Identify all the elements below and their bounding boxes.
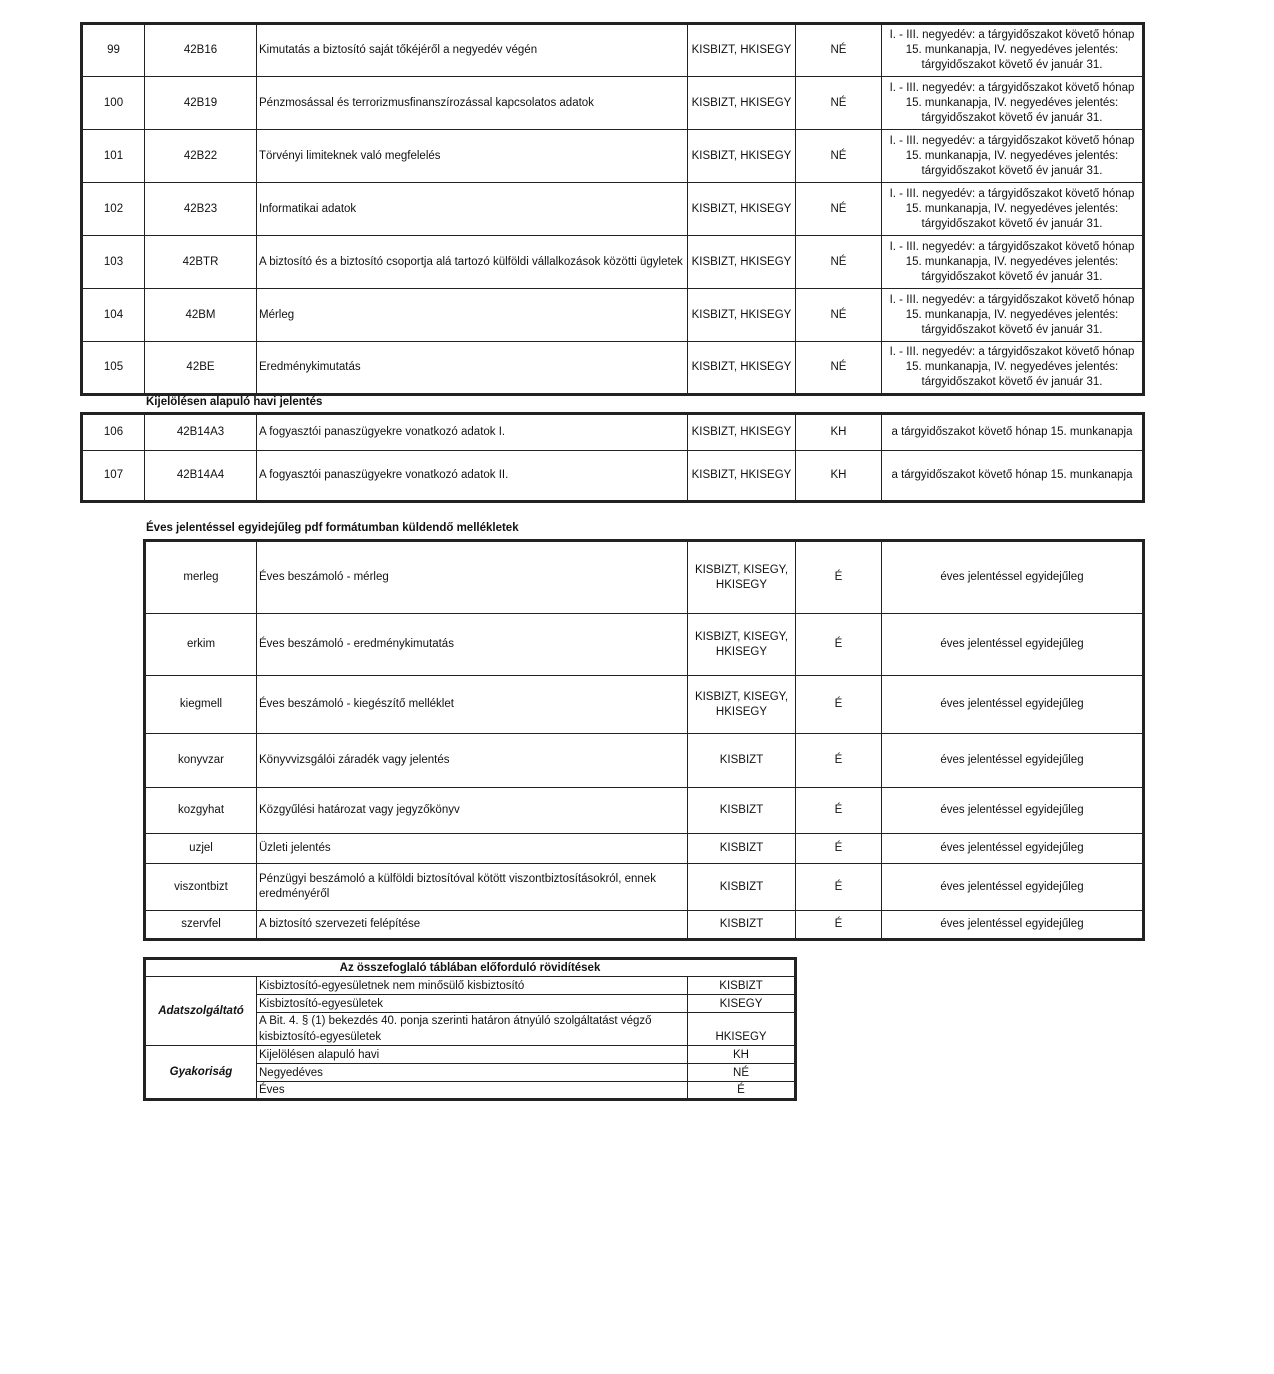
data-provider: KISBIZT, HKISEGY	[688, 289, 796, 342]
report-code: 42BE	[145, 342, 257, 395]
data-provider: KISBIZT	[688, 834, 796, 864]
quarterly-reports-table	[80, 22, 1145, 396]
table-row	[145, 977, 796, 995]
report-code: 42B23	[145, 183, 257, 236]
report-description: A fogyasztói panaszügyekre vonatkozó adatok II.	[257, 451, 688, 502]
provider-group-label: Adatszolgáltató	[145, 977, 257, 1046]
frequency: É	[796, 788, 882, 834]
data-provider: KISBIZT	[688, 734, 796, 788]
abbreviation-code: HKISEGY	[688, 1013, 796, 1046]
frequency: NÉ	[796, 77, 882, 130]
frequency-group-label: Gyakoriság	[145, 1046, 257, 1100]
attachment-code: kozgyhat	[145, 788, 257, 834]
deadline: I. - III. negyedév: a tárgyidőszakot követő hónap 15. munkanapja, IV. negyedéves jelentés: tárgyidőszakot követő év január 31.	[882, 130, 1144, 183]
data-provider: KISBIZT, HKISEGY	[688, 342, 796, 395]
table-row	[145, 1046, 796, 1064]
data-provider: KISBIZT, HKISEGY	[688, 77, 796, 130]
table-row	[145, 864, 1144, 911]
table-row	[82, 130, 1144, 183]
frequency: KH	[796, 451, 882, 502]
annual-section-title: Éves jelentéssel egyidejűleg pdf formátumban küldendő mellékletek	[146, 522, 519, 534]
table-row	[82, 342, 1144, 395]
data-provider: KISBIZT, KISEGY, HKISEGY	[688, 541, 796, 614]
deadline: éves jelentéssel egyidejűleg	[882, 614, 1144, 676]
table-row	[82, 77, 1144, 130]
attachment-code: szervfel	[145, 911, 257, 940]
row-number: 104	[82, 289, 145, 342]
deadline: I. - III. negyedév: a tárgyidőszakot követő hónap 15. munkanapja, IV. negyedéves jelentés: tárgyidőszakot követő év január 31.	[882, 289, 1144, 342]
attachment-code: erkim	[145, 614, 257, 676]
deadline: I. - III. negyedév: a tárgyidőszakot követő hónap 15. munkanapja, IV. negyedéves jelentés: tárgyidőszakot követő év január 31.	[882, 24, 1144, 77]
table-row	[82, 183, 1144, 236]
annual-attachments-table	[143, 539, 1145, 941]
abbreviation-code: KISBIZT	[688, 977, 796, 995]
data-provider: KISBIZT, HKISEGY	[688, 236, 796, 289]
abbreviations-title: Az összefoglaló táblában előforduló rövidítések	[145, 959, 796, 977]
table-row	[145, 541, 1144, 614]
deadline: éves jelentéssel egyidejűleg	[882, 834, 1144, 864]
row-number: 103	[82, 236, 145, 289]
data-provider: KISBIZT, HKISEGY	[688, 414, 796, 451]
row-number: 101	[82, 130, 145, 183]
data-provider: KISBIZT, KISEGY, HKISEGY	[688, 676, 796, 734]
attachment-description: Éves beszámoló - eredménykimutatás	[257, 614, 688, 676]
report-description: Informatikai adatok	[257, 183, 688, 236]
abbreviation-meaning: Kisbiztosító-egyesületnek nem minősülő kisbiztosító	[257, 977, 688, 995]
frequency: NÉ	[796, 289, 882, 342]
table-row	[145, 834, 1144, 864]
data-provider: KISBIZT	[688, 911, 796, 940]
report-code: 42BM	[145, 289, 257, 342]
deadline: I. - III. negyedév: a tárgyidőszakot követő hónap 15. munkanapja, IV. negyedéves jelentés: tárgyidőszakot követő év január 31.	[882, 342, 1144, 395]
report-description: A fogyasztói panaszügyekre vonatkozó adatok I.	[257, 414, 688, 451]
deadline: a tárgyidőszakot követő hónap 15. munkanapja	[882, 451, 1144, 502]
abbreviation-code: KISEGY	[688, 995, 796, 1013]
attachment-description: Éves beszámoló - kiegészítő melléklet	[257, 676, 688, 734]
report-code: 42B14A3	[145, 414, 257, 451]
deadline: a tárgyidőszakot követő hónap 15. munkanapja	[882, 414, 1144, 451]
table-row	[82, 236, 1144, 289]
deadline: éves jelentéssel egyidejűleg	[882, 911, 1144, 940]
abbreviation-meaning: Éves	[257, 1082, 688, 1100]
attachment-description: Üzleti jelentés	[257, 834, 688, 864]
frequency: É	[796, 734, 882, 788]
report-code: 42B19	[145, 77, 257, 130]
frequency: NÉ	[796, 236, 882, 289]
row-number: 99	[82, 24, 145, 77]
attachment-description: Éves beszámoló - mérleg	[257, 541, 688, 614]
deadline: éves jelentéssel egyidejűleg	[882, 676, 1144, 734]
table-row	[145, 614, 1144, 676]
row-number: 102	[82, 183, 145, 236]
table-row	[82, 414, 1144, 451]
abbreviation-meaning: Negyedéves	[257, 1064, 688, 1082]
report-description: Törvényi limiteknek való megfelelés	[257, 130, 688, 183]
deadline: éves jelentéssel egyidejűleg	[882, 864, 1144, 911]
abbreviation-meaning: A Bit. 4. § (1) bekezdés 40. ponja szerinti határon átnyúló szolgáltatást végző kisbiztosító-egyesületek	[257, 1013, 688, 1046]
attachment-description: Közgyűlési határozat vagy jegyzőkönyv	[257, 788, 688, 834]
frequency: NÉ	[796, 130, 882, 183]
abbreviation-meaning: Kisbiztosító-egyesületek	[257, 995, 688, 1013]
table-row	[145, 911, 1144, 940]
attachment-description: A biztosító szervezeti felépítése	[257, 911, 688, 940]
abbreviation-code: NÉ	[688, 1064, 796, 1082]
attachment-code: konyvzar	[145, 734, 257, 788]
monthly-section-title: Kijelölésen alapuló havi jelentés	[146, 396, 323, 408]
data-provider: KISBIZT	[688, 864, 796, 911]
table-row	[82, 289, 1144, 342]
table-row	[145, 959, 796, 977]
deadline: I. - III. negyedév: a tárgyidőszakot követő hónap 15. munkanapja, IV. negyedéves jelentés: tárgyidőszakot követő év január 31.	[882, 236, 1144, 289]
abbreviations-table	[143, 957, 797, 1101]
data-provider: KISBIZT, HKISEGY	[688, 451, 796, 502]
deadline: I. - III. negyedév: a tárgyidőszakot követő hónap 15. munkanapja, IV. negyedéves jelentés: tárgyidőszakot követő év január 31.	[882, 77, 1144, 130]
row-number: 107	[82, 451, 145, 502]
frequency: KH	[796, 414, 882, 451]
data-provider: KISBIZT, HKISEGY	[688, 183, 796, 236]
report-code: 42B22	[145, 130, 257, 183]
row-number: 105	[82, 342, 145, 395]
attachment-code: kiegmell	[145, 676, 257, 734]
frequency: NÉ	[796, 342, 882, 395]
report-description: Eredménykimutatás	[257, 342, 688, 395]
frequency: NÉ	[796, 24, 882, 77]
abbreviation-code: KH	[688, 1046, 796, 1064]
report-description: A biztosító és a biztosító csoportja alá tartozó külföldi vállalkozások közötti ügyletek	[257, 236, 688, 289]
report-description: Mérleg	[257, 289, 688, 342]
report-description: Pénzmosással és terrorizmusfinanszírozással kapcsolatos adatok	[257, 77, 688, 130]
report-description: Kimutatás a biztosító saját tőkéjéről a negyedév végén	[257, 24, 688, 77]
frequency: É	[796, 676, 882, 734]
data-provider: KISBIZT, KISEGY, HKISEGY	[688, 614, 796, 676]
table-row	[82, 451, 1144, 502]
frequency: É	[796, 834, 882, 864]
frequency: É	[796, 911, 882, 940]
table-row	[82, 24, 1144, 77]
table-row	[145, 734, 1144, 788]
abbreviation-meaning: Kijelölésen alapuló havi	[257, 1046, 688, 1064]
deadline: éves jelentéssel egyidejűleg	[882, 541, 1144, 614]
frequency: NÉ	[796, 183, 882, 236]
attachment-code: viszontbizt	[145, 864, 257, 911]
table-row	[145, 676, 1144, 734]
data-provider: KISBIZT, HKISEGY	[688, 24, 796, 77]
attachment-code: uzjel	[145, 834, 257, 864]
deadline: I. - III. negyedév: a tárgyidőszakot követő hónap 15. munkanapja, IV. negyedéves jelentés: tárgyidőszakot követő év január 31.	[882, 183, 1144, 236]
data-provider: KISBIZT	[688, 788, 796, 834]
frequency: É	[796, 541, 882, 614]
deadline: éves jelentéssel egyidejűleg	[882, 788, 1144, 834]
report-code: 42B14A4	[145, 451, 257, 502]
deadline: éves jelentéssel egyidejűleg	[882, 734, 1144, 788]
row-number: 100	[82, 77, 145, 130]
attachment-description: Pénzügyi beszámoló a külföldi biztosítóval kötött viszontbiztosításokról, ennek eredményéről	[257, 864, 688, 911]
abbreviation-code: É	[688, 1082, 796, 1100]
report-code: 42B16	[145, 24, 257, 77]
attachment-code: merleg	[145, 541, 257, 614]
table-row	[145, 788, 1144, 834]
frequency: É	[796, 864, 882, 911]
frequency: É	[796, 614, 882, 676]
report-code: 42BTR	[145, 236, 257, 289]
attachment-description: Könyvvizsgálói záradék vagy jelentés	[257, 734, 688, 788]
monthly-reports-table	[80, 412, 1145, 503]
data-provider: KISBIZT, HKISEGY	[688, 130, 796, 183]
row-number: 106	[82, 414, 145, 451]
